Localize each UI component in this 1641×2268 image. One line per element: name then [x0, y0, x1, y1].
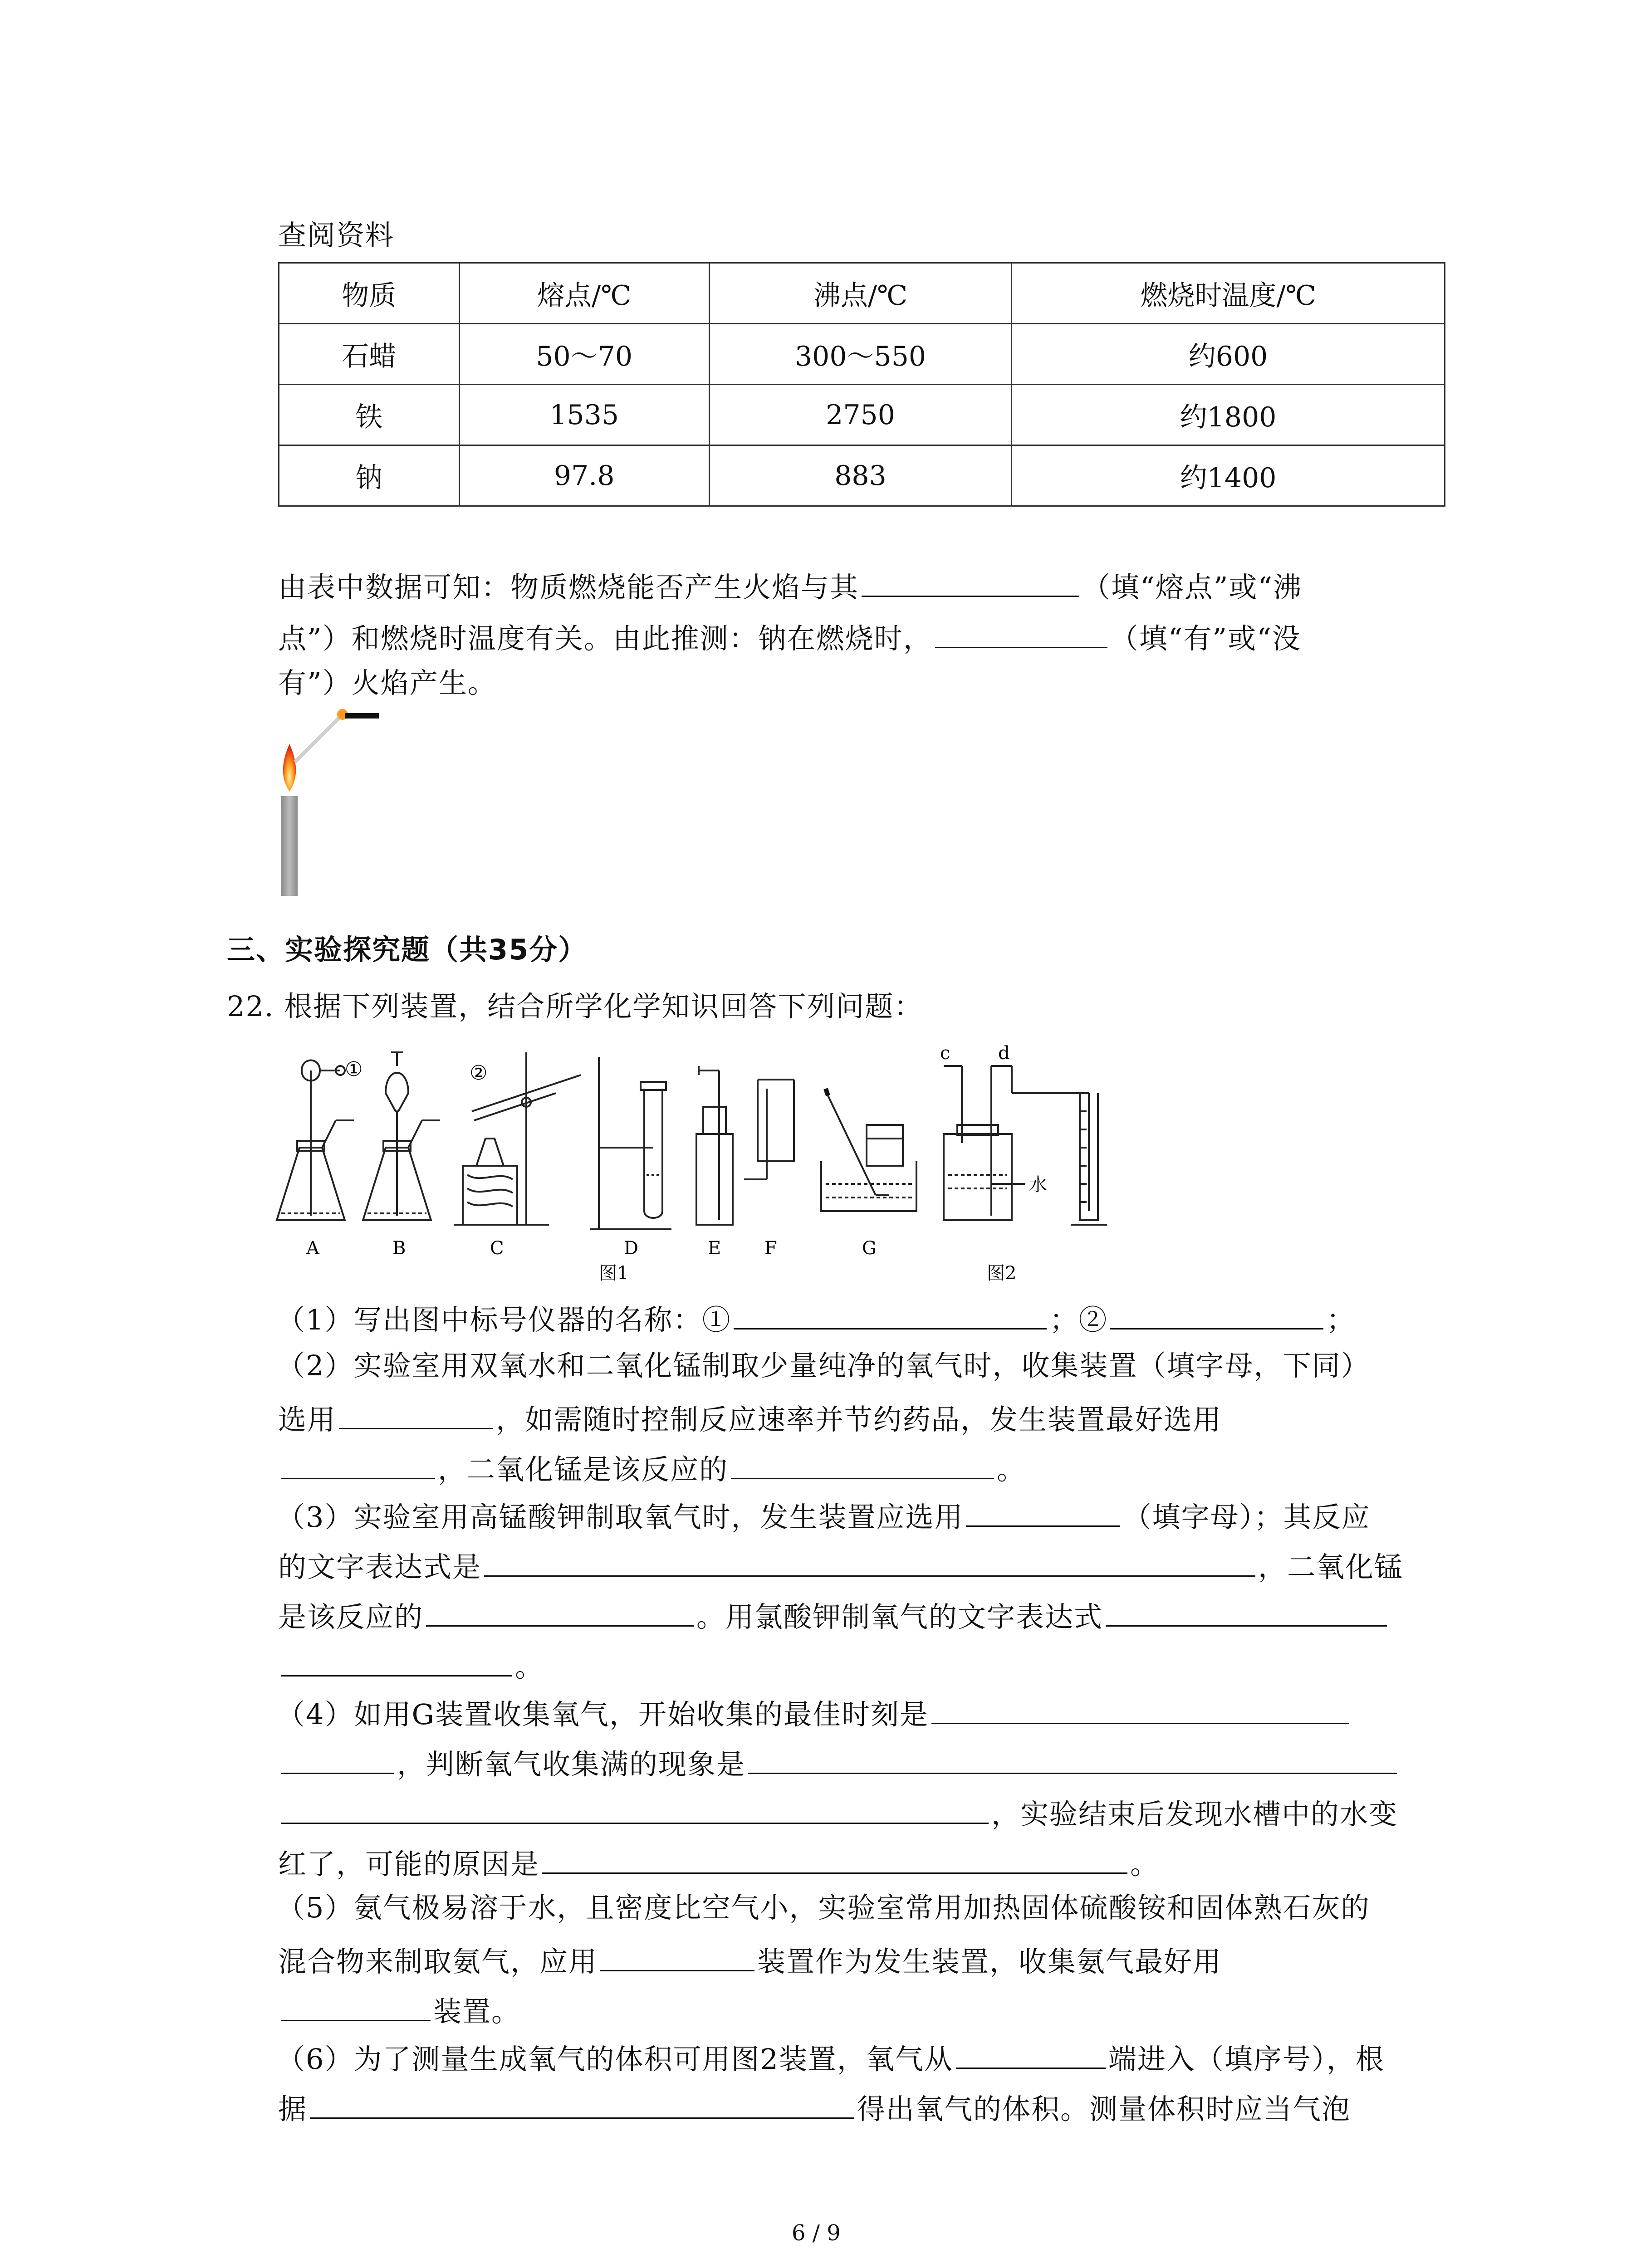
fig-label-b: B [392, 1238, 406, 1259]
match-stick [295, 717, 340, 762]
mark-2: ② [470, 1061, 488, 1085]
subquestion-6-line: 据 得出氧气的体积。测量体积时应当气泡 [278, 2091, 1351, 2123]
reference-title: 查阅资料 [278, 219, 395, 252]
reference-table [278, 262, 1445, 507]
table-cell: 1535 [459, 385, 709, 445]
apparatus-g [821, 1089, 916, 1211]
subquestion-4-line: 红了，可能的原因是 。 [278, 1846, 1159, 1878]
subquestion-3: （3）实验室用高锰酸钾制取氧气时，发生装置应选用 （填字母）；其反应 [277, 1499, 1370, 1531]
subquestion-4: （4）如用G装置收集氧气，开始收集的最佳时刻是 [277, 1696, 1352, 1729]
table-header-cell: 沸点/℃ [709, 263, 1011, 324]
apparatus-d [590, 1057, 671, 1229]
fig-label-e: E [708, 1238, 721, 1259]
subquestion-5: （5）氨气极易溶于水，且密度比空气小，实验室常用加热固体硫酸铵和固体熟石灰的 [277, 1891, 1370, 1924]
table-cell: 300～550 [709, 324, 1011, 385]
apparatus-f [744, 1080, 794, 1179]
answer-blank[interactable] [281, 1746, 394, 1774]
paragraph-line: 点”）和燃烧时温度有关。由此推测：钠在燃烧时， （填“有”或“没 [278, 621, 1301, 653]
fig-label-d: D [624, 1238, 639, 1259]
port-d: d [998, 1043, 1010, 1064]
question-stem: 22. 根据下列装置，结合所学化学知识回答下列问题： [227, 990, 923, 1023]
fig1-caption: 图1 [599, 1263, 629, 1284]
table-cell: 铁 [279, 385, 460, 445]
fig-label-f: F [764, 1238, 777, 1259]
answer-blank[interactable] [281, 1796, 989, 1824]
answer-blank[interactable] [1106, 1599, 1387, 1627]
paragraph-line: 由表中数据可知：物质燃烧能否产生火焰与其 （填“熔点”或“沸 [278, 569, 1302, 601]
candle-body [281, 796, 298, 896]
port-c: c [940, 1043, 950, 1064]
fig2-bottle [944, 1066, 1039, 1220]
answer-blank[interactable] [484, 1549, 1255, 1577]
subquestion-2-line: ，二氧化锰是该反应的 。 [278, 1452, 1026, 1484]
answer-blank[interactable] [281, 1649, 512, 1677]
answer-blank[interactable] [281, 1994, 431, 2021]
answer-blank[interactable] [966, 1499, 1120, 1527]
fig-label-g: G [862, 1238, 877, 1259]
table-header-row [279, 263, 1445, 324]
answer-blank[interactable] [542, 1846, 1127, 1874]
section-title: 三、实验探究题（共35分） [227, 933, 588, 966]
subquestion-1: （1）写出图中标号仪器的名称：① ；② ； [277, 1302, 1355, 1334]
candle-illustration [268, 699, 395, 898]
table-cell: 2750 [709, 385, 1011, 445]
answer-blank[interactable] [734, 1302, 1047, 1330]
graduated-cylinder [1039, 1093, 1107, 1225]
answer-blank[interactable] [310, 2091, 854, 2119]
subquestion-3-line: 。 [278, 1649, 544, 1681]
subquestion-4-line: ，实验结束后发现水槽中的水变 [278, 1796, 1398, 1828]
table-header-cell: 熔点/℃ [459, 263, 709, 324]
answer-blank[interactable] [339, 1402, 493, 1429]
table-cell: 石蜡 [279, 324, 460, 385]
answer-blank[interactable] [281, 1452, 435, 1479]
fig-label-c: C [490, 1238, 504, 1259]
apparatus-a [277, 1061, 354, 1221]
table-cell: 97.8 [459, 445, 709, 506]
paragraph-line: 有”）火焰产生。 [278, 666, 497, 699]
table-row [279, 445, 1445, 506]
answer-blank[interactable] [748, 1746, 1397, 1774]
candle-flame-icon [283, 744, 296, 792]
apparatus-e [696, 1066, 733, 1225]
table-row [279, 385, 1445, 445]
answer-blank[interactable] [426, 1599, 694, 1627]
answer-blank[interactable] [862, 569, 1079, 597]
answer-blank[interactable] [931, 1696, 1349, 1724]
table-cell: 约1400 [1012, 445, 1445, 506]
subquestion-2: （2）实验室用双氧水和二氧化锰制取少量纯净的氧气时，收集装置（填字母，下同） [277, 1349, 1370, 1382]
water-label: 水 [1029, 1174, 1047, 1195]
table-cell: 钠 [279, 445, 460, 506]
table-cell: 883 [709, 445, 1011, 506]
subquestion-2-line: 选用 ，如需随时控制反应速率并节约药品，发生装置最好选用 [278, 1402, 1222, 1434]
apparatus-figure [272, 1039, 1157, 1288]
table-row [279, 324, 1445, 385]
subquestion-5-line: 混合物来制取氨气，应用 装置作为发生装置，收集氨气最好用 [278, 1944, 1222, 1976]
fig-label-a: A [306, 1238, 319, 1259]
answer-blank[interactable] [600, 1944, 754, 1971]
mark-1: ① [345, 1058, 363, 1081]
answer-blank[interactable] [1110, 1302, 1323, 1330]
table-header-cell: 物质 [279, 263, 460, 324]
table-cell: 约600 [1012, 324, 1445, 385]
subquestion-3-line: 是该反应的 。用氯酸钾制氧气的文字表达式 [278, 1599, 1390, 1631]
page-number: 6 / 9 [792, 2220, 841, 2246]
fig2-caption: 图2 [987, 1263, 1017, 1284]
table-header-cell: 燃烧时温度/℃ [1012, 263, 1445, 324]
table-cell: 约1800 [1012, 385, 1445, 445]
answer-blank[interactable] [731, 1452, 994, 1479]
answer-blank[interactable] [956, 2041, 1106, 2069]
subquestion-3-line: 的文字表达式是 ，二氧化锰 [278, 1549, 1403, 1581]
subquestion-6: （6）为了测量生成氧气的体积可用图2装置，氧气从 端进入（填序号），根 [277, 2041, 1385, 2073]
subquestion-4-line: ，判断氧气收集满的现象是 [278, 1746, 1400, 1779]
apparatus-b [363, 1052, 440, 1220]
subquestion-5-line: 装置。 [278, 1994, 520, 2026]
table-cell: 50～70 [459, 324, 709, 385]
answer-blank[interactable] [935, 621, 1107, 648]
